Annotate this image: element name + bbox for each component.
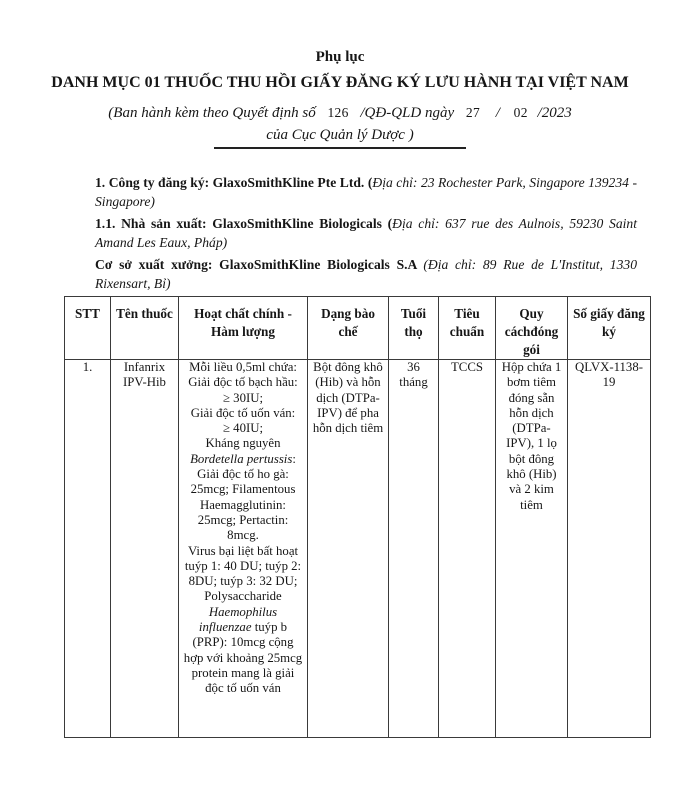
decree-middle: /QĐ-QLD ngày <box>360 105 455 121</box>
table-row <box>65 360 651 738</box>
cell-stt: 1. <box>65 360 111 738</box>
col-header-dang-bao-che: Dạng bào chế <box>308 297 389 360</box>
cell-ten-thuoc: Infanrix IPV-Hib <box>111 360 179 738</box>
registrant-section <box>95 173 637 293</box>
cell-tuoi-tho: 36 tháng <box>389 360 439 738</box>
release-site-paragraph <box>95 255 637 293</box>
decree-separator: / <box>495 105 500 121</box>
cell-quy-cach-dong-goi: Hộp chứa 1 bơm tiêm đóng sẵn hỗn dịch (DTPa-IPV), 1 lọ bột đông khô (Hib) và 2 kim tiêm <box>496 360 568 738</box>
document-title: DANH MỤC 01 THUỐC THU HỒI GIẤY ĐĂNG KÝ LƯU HÀNH TẠI VIỆT NAM <box>51 74 629 91</box>
col-header-hoat-chat: Hoạt chất chính - Hàm lượng <box>179 297 308 360</box>
release-site-address: (Địa chỉ: 89 Rue de L'Institut, 1330 Rixensart, Bỉ) <box>95 257 637 291</box>
decree-line <box>0 103 680 123</box>
manufacturer-lead: 1.1. Nhà sản xuất: GlaxoSmithKline Biologicals ( <box>95 216 393 231</box>
registrant-company-lead: 1. Công ty đăng ký: GlaxoSmithKline Pte Ltd. ( <box>95 175 373 190</box>
drug-table <box>64 296 651 738</box>
appendix-label: Phụ lục <box>315 49 365 65</box>
decree-month: 02 <box>513 105 528 120</box>
cell-tieu-chuan: TCCS <box>439 360 496 738</box>
registrant-paragraph <box>95 173 637 211</box>
issuer-label: của Cục Quản lý Dược ) <box>214 126 465 149</box>
decree-year: /2023 <box>537 105 572 121</box>
manufacturer-address: Địa chỉ: 637 rue des Aulnois, 59230 Saint Amand Les Eaux, Pháp) <box>95 216 637 250</box>
registrant-company-address: Địa chỉ: 23 Rochester Park, Singapore 139234 - Singapore) <box>95 175 637 209</box>
col-header-stt: STT <box>65 297 111 360</box>
decree-number: 126 <box>327 105 349 120</box>
cell-hoat-chat: Mỗi liều 0,5ml chứa: Giải độc tố bạch hầu: ≥ 30IU; Giải độc tố uốn ván: ≥ 40IU; Kháng nguyên Bordetella pertussis: Giải độc tố ho gà: 25mcg; Filamentous Haemagglutinin: 25mcg; Pertactin: 8mcg. Virus bại liệt bất hoạt tuýp 1: 40 DU; tuýp 2: 8DU; tuýp 3: 32 DU; Polysaccharide Haemophilus influenzae tuýp b (PRP): 10mcg cộng hợp với khoảng 25mcg protein mang là giải độc tố uốn ván <box>179 360 308 738</box>
col-header-quy-cach: Quy cáchđóng gói <box>496 297 568 360</box>
col-header-tuoi-tho: Tuổi thọ <box>389 297 439 360</box>
table-header-row <box>65 297 651 360</box>
issuer-row <box>0 126 680 149</box>
col-header-tieu-chuan: Tiêu chuẩn <box>439 297 496 360</box>
decree-day: 27 <box>465 105 480 120</box>
col-header-so-giay: Số giấy đăng ký <box>568 297 651 360</box>
release-site-lead: Cơ sở xuất xưởng: GlaxoSmithKline Biologicals S.A <box>95 257 424 272</box>
manufacturer-paragraph <box>95 214 637 252</box>
cell-dang-bao-che: Bột đông khô (Hib) và hỗn dịch (DTPa-IPV) để pha hỗn dịch tiêm <box>308 360 389 738</box>
cell-so-giay-dang-ky: QLVX-1138-19 <box>568 360 651 738</box>
col-header-ten-thuoc: Tên thuốc <box>111 297 179 360</box>
decree-prefix: (Ban hành kèm theo Quyết định số <box>108 105 316 121</box>
